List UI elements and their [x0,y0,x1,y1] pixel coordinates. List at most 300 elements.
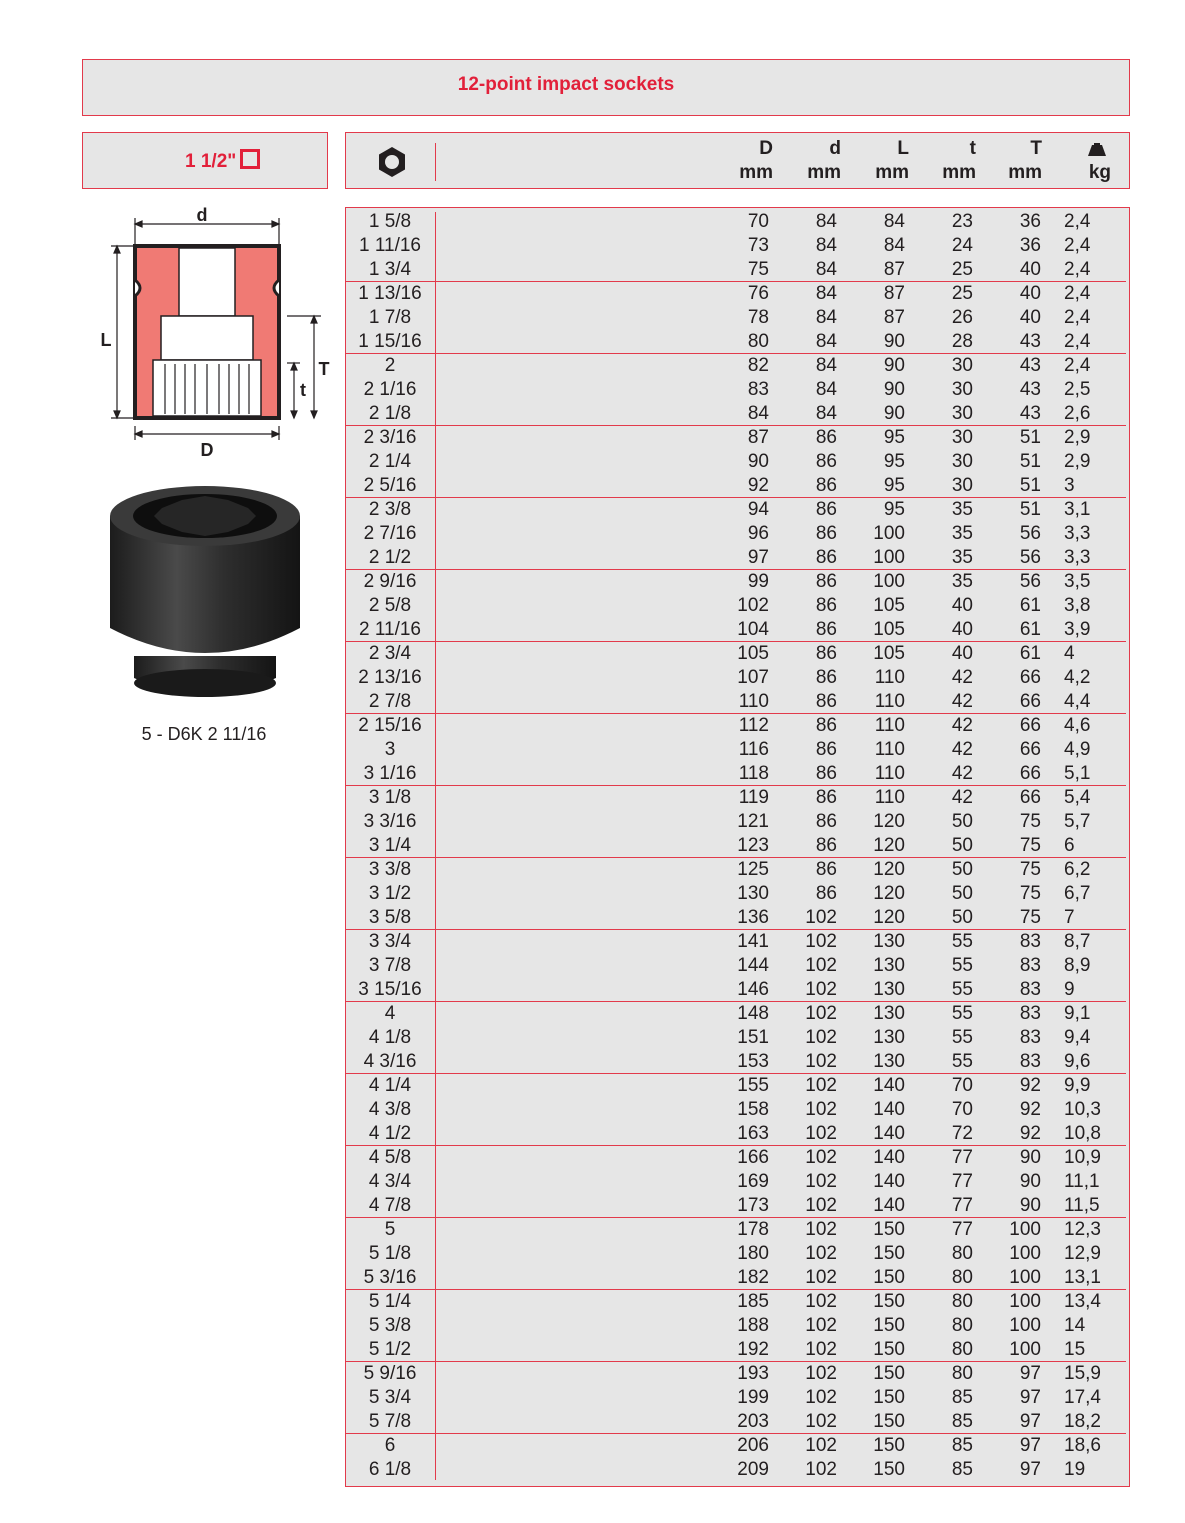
table-row [346,858,1126,882]
table-row [346,1338,1126,1362]
cell-L: 100 [873,571,905,592]
group-divider [346,1073,1126,1074]
cell-weight: 2,4 [1064,235,1091,256]
table-row [346,786,1126,810]
cell-weight: 13,1 [1064,1267,1101,1288]
cell-weight: 13,4 [1064,1291,1101,1312]
cell-d: 102 [805,931,837,952]
cell-d: 102 [805,1339,837,1360]
cell-D: 123 [737,835,769,856]
cell-size: 5 3/4 [368,1387,412,1408]
cell-d: 86 [815,763,837,784]
cell-size: 5 3/8 [368,1315,412,1336]
cell-D: 73 [747,235,769,256]
cell-D: 148 [737,1003,769,1024]
cell-d: 84 [815,403,837,424]
cell-size: 2 5/16 [363,475,417,496]
table-row [346,954,1126,978]
cell-weight: 17,4 [1064,1387,1101,1408]
cell-t: 85 [951,1387,973,1408]
cell-weight: 12,9 [1064,1243,1101,1264]
table-row [346,402,1126,426]
cell-L: 150 [873,1219,905,1240]
cell-weight: 14 [1064,1315,1086,1336]
cell-size: 2 1/2 [368,547,412,568]
cell-size: 4 5/8 [368,1147,412,1168]
cell-d: 86 [815,427,837,448]
cell-t: 42 [951,667,973,688]
cell-L: 95 [883,451,905,472]
cell-weight: 9 [1064,979,1075,1000]
group-divider [346,641,1126,642]
cell-d: 102 [805,1387,837,1408]
cell-L: 105 [873,619,905,640]
cell-T: 51 [1019,427,1041,448]
cell-L: 140 [873,1075,905,1096]
cell-size: 3 1/16 [363,763,417,784]
table-row [346,426,1126,450]
cell-L: 130 [873,955,905,976]
cell-size: 3 1/8 [368,787,412,808]
cell-T: 100 [1009,1291,1041,1312]
cell-weight: 8,7 [1064,931,1091,952]
cell-size: 2 1/8 [368,403,412,424]
table-row [346,330,1126,354]
cell-size: 1 3/4 [368,259,412,280]
cell-L: 120 [873,907,905,928]
cell-weight: 2,4 [1064,355,1091,376]
cell-L: 84 [883,235,905,256]
cell-weight: 9,6 [1064,1051,1091,1072]
cell-t: 24 [951,235,973,256]
cell-t: 55 [951,931,973,952]
cell-size: 1 13/16 [358,283,422,304]
cell-t: 77 [951,1219,973,1240]
table-row [346,930,1126,954]
dim-label-d: d [196,205,208,225]
cell-D: 87 [747,427,769,448]
cell-D: 97 [747,547,769,568]
cell-weight: 5,1 [1064,763,1091,784]
drive-size-label: 1 1/2" [185,151,237,172]
socket-cross-section-diagram [95,200,335,465]
cell-T: 66 [1019,667,1041,688]
cell-L: 90 [883,355,905,376]
cell-size: 3 1/2 [368,883,412,904]
cell-t: 42 [951,763,973,784]
col-header-L: L mm [875,138,909,183]
table-row [346,1434,1126,1458]
cell-T: 100 [1009,1219,1041,1240]
cell-T: 83 [1019,931,1041,952]
cell-D: 104 [737,619,769,640]
cell-L: 90 [883,331,905,352]
table-row [346,666,1126,690]
cell-d: 102 [805,1003,837,1024]
cell-t: 35 [951,571,973,592]
cell-d: 86 [815,811,837,832]
cell-D: 118 [738,763,769,784]
table-row [346,498,1126,522]
cell-size: 2 3/8 [368,499,412,520]
cell-T: 100 [1009,1339,1041,1360]
table-row [346,714,1126,738]
cell-size: 3 3/16 [363,811,417,832]
cell-size: 2 1/4 [368,451,412,472]
cell-t: 77 [951,1147,973,1168]
cell-D: 92 [747,475,769,496]
cell-D: 209 [737,1459,769,1480]
cell-d: 102 [805,1123,837,1144]
cell-T: 51 [1019,499,1041,520]
cell-t: 55 [951,1003,973,1024]
group-divider [346,353,1126,354]
table-row [346,210,1126,234]
table-row [346,546,1126,570]
table-row [346,1290,1126,1314]
cell-D: 185 [737,1291,769,1312]
cell-t: 30 [951,403,973,424]
cell-t: 50 [951,907,973,928]
cell-T: 75 [1019,859,1041,880]
cell-t: 50 [951,811,973,832]
table-row [346,1314,1126,1338]
cell-weight: 2,9 [1064,427,1091,448]
cell-t: 23 [951,211,973,232]
cell-size: 4 1/8 [368,1027,412,1048]
cell-D: 206 [737,1435,769,1456]
cell-d: 84 [815,355,837,376]
cell-t: 55 [951,1051,973,1072]
cell-size: 2 1/16 [363,379,417,400]
cell-D: 199 [737,1387,769,1408]
cell-weight: 12,3 [1064,1219,1101,1240]
cell-size: 5 [384,1219,396,1240]
cell-d: 102 [805,1051,837,1072]
cell-size: 2 [384,355,396,376]
cell-d: 102 [805,1459,837,1480]
cell-weight: 4,6 [1064,715,1091,736]
dim-label-T: T [318,359,330,379]
cell-t: 72 [951,1123,973,1144]
photo-caption: 5 - D6K 2 11/16 [141,724,267,744]
cell-D: 193 [737,1363,769,1384]
cell-weight: 6 [1064,835,1075,856]
cell-d: 102 [805,1099,837,1120]
header-divider [435,143,436,181]
cell-weight: 7 [1064,907,1075,928]
cell-size: 4 1/2 [368,1123,412,1144]
group-divider [346,857,1126,858]
cell-D: 144 [737,955,769,976]
cell-weight: 15,9 [1064,1363,1101,1384]
cell-t: 55 [951,955,973,976]
cell-d: 86 [815,475,837,496]
cell-size: 4 3/16 [363,1051,417,1072]
cell-size: 1 11/16 [359,235,421,256]
cell-T: 92 [1019,1123,1041,1144]
cell-T: 51 [1019,475,1041,496]
cell-d: 84 [815,259,837,280]
cell-weight: 9,1 [1064,1003,1091,1024]
group-divider [346,1145,1126,1146]
cell-D: 112 [738,715,769,736]
cell-d: 86 [815,499,837,520]
cell-T: 43 [1019,379,1041,400]
cell-L: 105 [873,595,905,616]
cell-d: 86 [815,643,837,664]
cell-T: 83 [1019,979,1041,1000]
cell-T: 97 [1019,1387,1041,1408]
cell-T: 40 [1019,259,1041,280]
cell-d: 102 [805,1075,837,1096]
cell-d: 102 [805,1315,837,1336]
cell-size: 6 1/8 [368,1459,412,1480]
table-row [346,1242,1126,1266]
cell-t: 28 [951,331,973,352]
cell-d: 86 [815,835,837,856]
cell-D: 166 [737,1147,769,1168]
cell-T: 56 [1019,523,1041,544]
cell-size: 3 1/4 [368,835,412,856]
cell-D: 82 [747,355,769,376]
cell-D: 155 [737,1075,769,1096]
table-row [346,1026,1126,1050]
cell-T: 75 [1019,907,1041,928]
table-row [346,810,1126,834]
cell-T: 97 [1019,1363,1041,1384]
cell-L: 110 [874,667,905,688]
cell-size: 2 9/16 [363,571,417,592]
cell-weight: 2,6 [1064,403,1091,424]
cell-T: 92 [1019,1075,1041,1096]
cell-L: 87 [883,307,905,328]
cell-weight: 2,4 [1064,331,1091,352]
cell-L: 90 [883,403,905,424]
cell-weight: 3,5 [1064,571,1091,592]
cell-L: 150 [873,1315,905,1336]
col-header-D: D mm [739,138,773,183]
cell-d: 102 [805,1411,837,1432]
table-row [346,762,1126,786]
cell-L: 150 [873,1243,905,1264]
cell-t: 30 [951,475,973,496]
cell-D: 151 [737,1027,769,1048]
cell-size: 3 7/8 [368,955,412,976]
cell-t: 85 [951,1459,973,1480]
cell-size: 5 9/16 [363,1363,417,1384]
table-row [346,378,1126,402]
group-divider [346,929,1126,930]
socket-spec-table [345,207,1130,1487]
cell-D: 180 [737,1243,769,1264]
cell-d: 86 [815,715,837,736]
cell-weight: 10,9 [1064,1147,1101,1168]
cell-t: 42 [951,691,973,712]
table-row [346,1218,1126,1242]
cell-t: 42 [951,739,973,760]
cell-L: 110 [874,715,905,736]
cell-t: 50 [951,883,973,904]
cell-t: 30 [951,451,973,472]
cell-T: 97 [1019,1459,1041,1480]
cell-d: 86 [815,547,837,568]
cell-T: 83 [1019,1027,1041,1048]
cell-d: 84 [815,283,837,304]
cell-T: 90 [1019,1147,1041,1168]
group-divider [346,1433,1126,1434]
table-row [346,1170,1126,1194]
cell-t: 30 [951,355,973,376]
cell-weight: 10,3 [1064,1099,1101,1120]
cell-L: 95 [883,499,905,520]
cell-size: 3 [384,739,396,760]
cell-size: 2 11/16 [359,619,421,640]
cell-size: 4 [384,1003,396,1024]
cell-L: 140 [873,1171,905,1192]
cell-D: 84 [747,403,769,424]
cell-T: 56 [1019,547,1041,568]
cell-size: 6 [384,1435,396,1456]
cell-T: 66 [1019,691,1041,712]
title-bar [82,59,1130,116]
cell-D: 76 [747,283,769,304]
table-row [346,738,1126,762]
cell-L: 87 [883,259,905,280]
cell-T: 36 [1019,211,1041,232]
cell-size: 4 7/8 [368,1195,412,1216]
cell-L: 150 [873,1363,905,1384]
table-row [346,1194,1126,1218]
cell-size: 5 1/4 [368,1291,412,1312]
cell-size: 4 1/4 [368,1075,412,1096]
group-divider [346,785,1126,786]
cell-L: 120 [873,883,905,904]
cell-L: 130 [873,1003,905,1024]
cell-size: 2 7/16 [363,523,417,544]
table-row [346,690,1126,714]
group-divider [346,713,1126,714]
cell-L: 120 [873,859,905,880]
table-row [346,1362,1126,1386]
cell-weight: 11,5 [1064,1195,1100,1216]
cell-L: 150 [873,1291,905,1312]
cell-L: 150 [873,1459,905,1480]
cell-d: 84 [815,211,837,232]
cell-weight: 2,4 [1064,211,1091,232]
cell-weight: 4,9 [1064,739,1091,760]
cell-t: 26 [951,307,973,328]
cell-weight: 3 [1064,475,1075,496]
cell-T: 97 [1019,1435,1041,1456]
cell-weight: 4,4 [1064,691,1091,712]
cell-T: 66 [1019,787,1041,808]
table-row [346,978,1126,1002]
cell-L: 95 [883,475,905,496]
cell-D: 116 [738,739,769,760]
cell-d: 86 [815,691,837,712]
cell-d: 84 [815,379,837,400]
group-divider [346,569,1126,570]
cell-L: 140 [873,1147,905,1168]
cell-t: 70 [951,1075,973,1096]
cell-d: 86 [815,739,837,760]
group-divider [346,425,1126,426]
cell-weight: 2,4 [1064,283,1091,304]
cell-size: 3 15/16 [358,979,422,1000]
cell-L: 120 [873,811,905,832]
cell-D: 192 [737,1339,769,1360]
cell-d: 86 [815,451,837,472]
cell-t: 42 [951,787,973,808]
cell-D: 178 [737,1219,769,1240]
cell-D: 110 [738,691,769,712]
cell-t: 25 [951,259,973,280]
cell-L: 130 [873,979,905,1000]
cell-T: 43 [1019,355,1041,376]
cell-d: 86 [815,787,837,808]
table-row [346,906,1126,930]
cell-t: 25 [951,283,973,304]
cell-weight: 9,4 [1064,1027,1091,1048]
cell-t: 40 [951,643,973,664]
cell-T: 83 [1019,1051,1041,1072]
cell-size: 4 3/4 [368,1171,412,1192]
table-row [346,1050,1126,1074]
cell-d: 86 [815,859,837,880]
cell-weight: 5,7 [1064,811,1091,832]
table-row [346,522,1126,546]
table-row [346,834,1126,858]
group-divider [346,1361,1126,1362]
cell-size: 2 13/16 [358,667,422,688]
cell-t: 30 [951,427,973,448]
cell-size: 2 7/8 [368,691,412,712]
cell-size: 2 3/4 [368,643,412,664]
table-row [346,882,1126,906]
cell-weight: 8,9 [1064,955,1091,976]
col-header-t: t mm [942,138,976,183]
cell-d: 86 [815,571,837,592]
cell-T: 40 [1019,283,1041,304]
table-row [346,618,1126,642]
cell-t: 35 [951,499,973,520]
cell-T: 90 [1019,1171,1041,1192]
cell-t: 55 [951,1027,973,1048]
cell-d: 86 [815,523,837,544]
cell-D: 158 [737,1099,769,1120]
cell-size: 2 5/8 [368,595,412,616]
table-row [346,594,1126,618]
cell-D: 99 [747,571,769,592]
dim-label-L: L [100,330,112,350]
cell-D: 78 [747,307,769,328]
page-title: 12-point impact sockets [457,74,675,95]
cell-weight: 6,2 [1064,859,1091,880]
cell-D: 102 [737,595,769,616]
cell-D: 119 [738,787,769,808]
square-drive-icon [240,149,260,169]
cell-weight: 18,6 [1064,1435,1101,1456]
cell-weight: 2,5 [1064,379,1091,400]
cell-t: 80 [951,1267,973,1288]
cell-L: 120 [873,835,905,856]
cell-D: 80 [747,331,769,352]
cell-D: 188 [737,1315,769,1336]
group-divider [346,1217,1126,1218]
cell-d: 102 [805,1219,837,1240]
table-row [346,1386,1126,1410]
